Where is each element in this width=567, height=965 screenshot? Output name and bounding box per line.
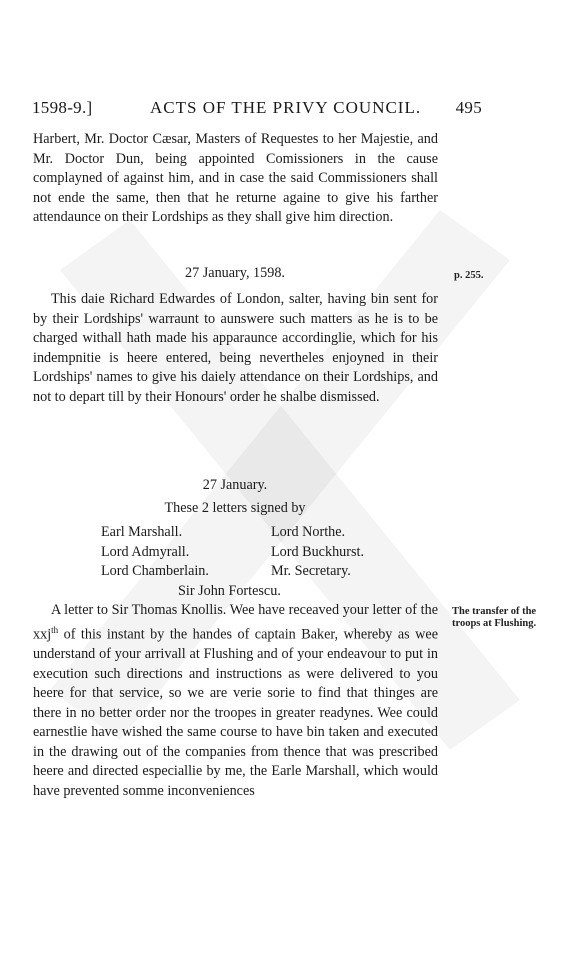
entry-paragraph: This daie Richard Edwardes of London, salter, having bin sent for by their Lordships' warraunt to aunswere such matters as he is to be charged withall hath made his apparaunce accordinglie, which for his indempnitie is heere entered, being nevertheles enjoyned in their Lordships' names to give his daiely attendance on their Lordships, and not to depart till by their Honours' order he shalbe dismissed.	[33, 291, 438, 405]
header-title: ACTS OF THE PRIVY COUNCIL.	[150, 98, 422, 117]
signatory: Lord Admyrall.	[101, 543, 190, 560]
signatory: Earl Marshall.	[101, 524, 183, 540]
signed-by-heading: These 2 letters signed by	[164, 500, 306, 516]
entry-date-heading: 27 January, 1598.	[185, 265, 285, 281]
margin-page-reference: p. 255.	[454, 270, 484, 281]
signatories-right-column	[271, 523, 364, 582]
page-header	[32, 98, 482, 120]
signatory: Lord Northe.	[271, 524, 346, 540]
letter-text-start: A letter to Sir Thomas Knollis. Wee have receaved your letter of the xxj	[33, 602, 438, 643]
margin-note-topic: The transfer of the troops at Flushing.	[452, 606, 537, 629]
letter-paragraph	[33, 601, 438, 802]
signatory: Lord Buckhurst.	[271, 543, 364, 560]
header-year: 1598-9.]	[32, 98, 93, 117]
signatories-left-column	[101, 523, 209, 582]
header-page-number: 495	[455, 98, 482, 117]
signatory: Lord Chamberlain.	[101, 563, 209, 580]
signatory: Sir John Fortescu.	[178, 583, 281, 599]
ordinal-superscript: th	[51, 624, 59, 635]
signatory: Mr. Secretary.	[271, 563, 351, 580]
paragraph-continuation: Harbert, Mr. Doctor Cæsar, Masters of Requestes to her Majestie, and Mr. Doctor Dun, being appointed Comissioners in the cause complayned of against him, and in case the said Commissioners shall not ende the same, then that he returne againe to give his farther attendaunce on their Lordships as they shall give him direction.	[33, 131, 438, 226]
letter-text-rest: of this instant by the handes of captain Baker, whereby as wee understand of your arrivall at Flushing and of your endeavour to put in execution such directions and instructions as were delivered to you heere for that service, so we are verie sorie to find that thinges are there in no better order nor the troopes in greater readynes. Wee could earnestlie have wished the same course to have bin taken and executed in the drawing out of the companies from thence that was prescribed heere and directed especiallie by me, the Earle Marshall, which would have prevented somme inconveniences	[33, 626, 438, 800]
entry-date-heading: 27 January.	[202, 477, 268, 493]
